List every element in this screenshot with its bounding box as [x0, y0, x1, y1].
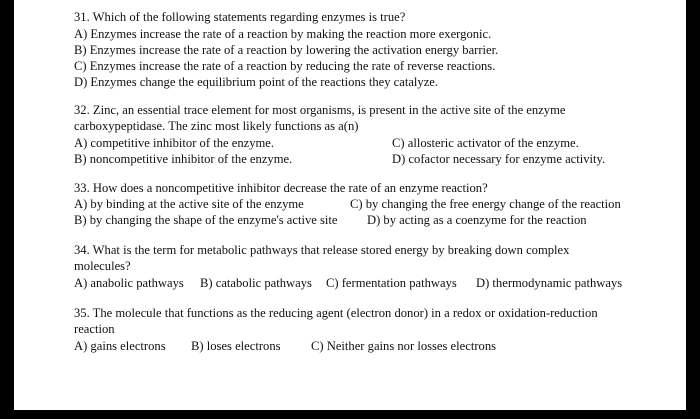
q32-stem-line-2: carboxypeptidase. The zinc most likely functions as a(n)	[74, 119, 359, 133]
q32-option-b: B) noncompetitive inhibitor of the enzyme.	[74, 152, 293, 166]
q34-option-b: B) catabolic pathways	[200, 276, 312, 290]
q35-option-c: C) Neither gains nor losses electrons	[311, 339, 497, 353]
q33-option-c: C) by changing the free energy change of the reaction	[350, 197, 621, 211]
q32-stem-line-1: 32. Zinc, an essential trace element for most organisms, is present in the active site of the enzyme	[74, 103, 566, 117]
bottom-border	[0, 410, 700, 419]
document-page	[14, 0, 686, 410]
q32-option-c: C) allosteric activator of the enzyme.	[392, 136, 579, 150]
q32-option-a: A) competitive inhibitor of the enzyme.	[74, 136, 275, 150]
q35-stem-line-2: reaction	[74, 322, 115, 336]
q31-stem: 31. Which of the following statements regarding enzymes is true?	[74, 10, 406, 24]
q34-stem-line-1: 34. What is the term for metabolic pathways that release stored energy by breaking down complex	[74, 243, 570, 257]
q35-stem-line-1: 35. The molecule that functions as the reducing agent (electron donor) in a redox or oxidation-reduction	[74, 306, 598, 320]
q34-option-c: C) fermentation pathways	[326, 276, 457, 290]
q31-option-c: C) Enzymes increase the rate of a reaction by reducing the rate of reverse reactions.	[74, 59, 496, 73]
q31-option-d: D) Enzymes change the equilibrium point of the reactions they catalyze.	[74, 75, 439, 89]
q34-stem-line-2: molecules?	[74, 259, 131, 273]
q33-option-d: D) by acting as a coenzyme for the reaction	[367, 213, 587, 227]
q33-stem: 33. How does a noncompetitive inhibitor decrease the rate of an enzyme reaction?	[74, 181, 488, 195]
q31-option-b: B) Enzymes increase the rate of a reaction by lowering the activation energy barrier.	[74, 43, 499, 57]
q35-option-a: A) gains electrons	[74, 339, 166, 353]
q34-option-d: D) thermodynamic pathways	[476, 276, 623, 290]
q31-option-a: A) Enzymes increase the rate of a reaction by making the reaction more exergonic.	[74, 27, 492, 41]
q32-option-d: D) cofactor necessary for enzyme activity.	[392, 152, 606, 166]
q35-option-b: B) loses electrons	[191, 339, 281, 353]
q34-option-a: A) anabolic pathways	[74, 276, 184, 290]
q33-option-a: A) by binding at the active site of the enzyme	[74, 197, 304, 211]
q33-option-b: B) by changing the shape of the enzyme's active site	[74, 213, 338, 227]
